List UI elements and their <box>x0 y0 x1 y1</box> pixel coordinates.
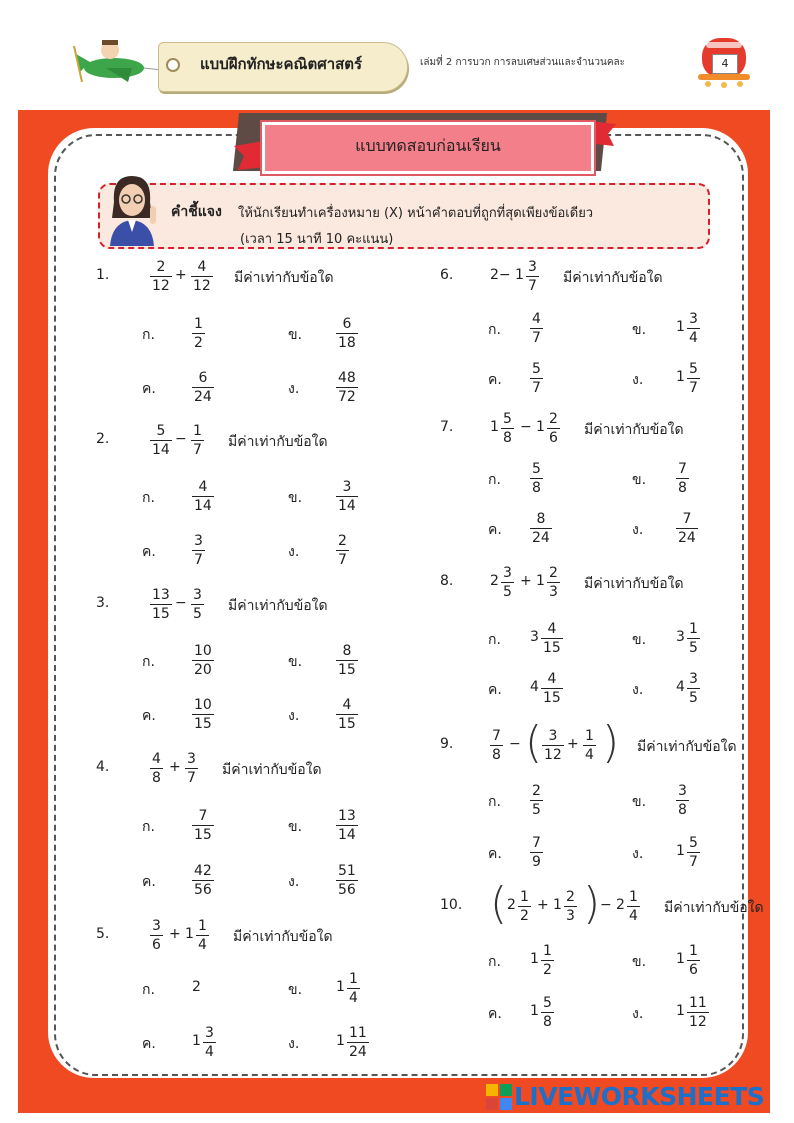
numerator: 10 <box>194 643 212 659</box>
choice-label: ค. <box>488 372 502 388</box>
fraction <box>347 1024 369 1061</box>
close-paren: ) <box>583 878 601 929</box>
fraction <box>627 888 640 925</box>
denominator: 8 <box>532 480 541 496</box>
numerator: 48 <box>338 370 356 386</box>
denominator: 24 <box>678 530 696 546</box>
instruction-text: ให้นักเรียนทำเครื่องหมาย (X) หน้าคำตอบที่ถูกที่สุดเพียงข้อเดียว <box>238 206 594 221</box>
numerator: 2 <box>549 411 558 427</box>
denominator: 24 <box>349 1044 367 1060</box>
fraction <box>490 727 503 764</box>
denominator: 7 <box>532 380 541 396</box>
fraction <box>192 642 214 679</box>
denominator: 14 <box>338 827 356 843</box>
fraction <box>336 369 358 406</box>
numerator: 4 <box>342 697 352 713</box>
numerator: 1 <box>198 918 207 934</box>
fraction <box>687 834 700 871</box>
operator: − <box>600 897 612 913</box>
numerator: 2 <box>566 889 575 905</box>
denominator: 2 <box>520 908 529 924</box>
denominator: 15 <box>543 640 561 656</box>
choice-label: ข. <box>288 654 303 670</box>
denominator: 4 <box>629 908 638 924</box>
numerator: 2 <box>532 783 541 799</box>
numerator: 42 <box>194 863 212 879</box>
choice-label: ค. <box>488 522 502 538</box>
numerator: 5 <box>543 995 552 1011</box>
whole-number: 1 <box>676 1003 685 1019</box>
denominator: 7 <box>187 770 196 786</box>
choice-label: ค. <box>142 708 156 724</box>
numerator: 1 <box>520 889 529 905</box>
choice-label: ง. <box>288 874 300 890</box>
instruction-label: คำชี้แจง <box>171 204 222 220</box>
denominator: 14 <box>152 442 170 458</box>
choice-label: ค. <box>142 874 156 890</box>
whole-number: 1 <box>530 1003 539 1019</box>
numerator: 3 <box>528 259 537 275</box>
whole-number: 3 <box>676 629 685 645</box>
choice-label: ง. <box>632 846 644 862</box>
numerator: 1 <box>194 316 203 332</box>
fraction <box>203 1024 216 1061</box>
question-text: มีค่าเท่ากับข้อใด <box>234 270 334 286</box>
operator: + <box>175 267 187 283</box>
denominator: 5 <box>532 802 541 818</box>
fraction <box>191 586 204 623</box>
fraction <box>336 478 358 515</box>
open-paren: ( <box>490 878 508 929</box>
denominator: 15 <box>543 690 561 706</box>
choice-label: ก. <box>142 327 155 343</box>
fraction <box>541 994 554 1031</box>
numerator: 3 <box>548 728 558 744</box>
close-paren: ) <box>602 717 620 768</box>
whole-number: 3 <box>530 629 539 645</box>
fraction <box>192 696 214 733</box>
whole-number: 1 <box>676 843 685 859</box>
numerator: 3 <box>205 1025 214 1041</box>
choice-label: ข. <box>288 819 303 835</box>
watermark-text: LIVEWORKSHEETS <box>514 1082 765 1111</box>
whole-number: 1 <box>192 1033 201 1049</box>
denominator: 8 <box>503 430 512 446</box>
fraction <box>530 310 543 347</box>
numerator: 13 <box>152 587 170 603</box>
numerator: 8 <box>342 643 352 659</box>
numerator: 3 <box>689 671 698 687</box>
choice-label: ก. <box>488 322 501 338</box>
whole-number: 1 <box>536 573 545 589</box>
numerator: 1 <box>629 889 638 905</box>
operator: + <box>169 926 181 942</box>
denominator: 7 <box>194 552 203 568</box>
fraction <box>687 942 700 979</box>
question-text: มีค่าเท่ากับข้อใด <box>637 739 737 755</box>
numerator: 1 <box>689 943 698 959</box>
choice-label: ข. <box>288 982 303 998</box>
whole-number: 1 <box>530 951 539 967</box>
denominator: 8 <box>543 1014 552 1030</box>
whole-number: 1 <box>336 1033 345 1049</box>
question-number: 1. <box>96 267 110 283</box>
denominator: 12 <box>152 278 170 294</box>
whole-number: 1 <box>490 419 499 435</box>
denominator: 4 <box>205 1044 214 1060</box>
numerator: 3 <box>342 479 352 495</box>
whole-number: 4 <box>530 679 539 695</box>
question-text: มีค่าเท่ากับข้อใด <box>664 900 764 916</box>
fraction <box>192 807 214 844</box>
fraction <box>501 410 514 447</box>
numerator: 4 <box>197 259 207 275</box>
operator: − <box>520 419 532 435</box>
operator: + <box>520 573 532 589</box>
numerator: 2 <box>156 259 166 275</box>
numerator: 6 <box>198 370 208 386</box>
denominator: 24 <box>194 389 212 405</box>
page-number: 4 <box>712 54 738 74</box>
numerator: 3 <box>678 783 687 799</box>
whole-number: 1 <box>536 419 545 435</box>
numerator: 3 <box>187 751 196 767</box>
fraction <box>192 369 214 406</box>
choice-label: ค. <box>142 1036 156 1052</box>
fraction <box>336 315 358 352</box>
denominator: 8 <box>152 770 161 786</box>
question-text: มีค่าเท่ากับข้อใด <box>584 422 684 438</box>
question-text: มีค่าเท่ากับข้อใด <box>228 598 328 614</box>
open-paren: ( <box>525 717 543 768</box>
numerator: 11 <box>349 1025 367 1041</box>
operator: − <box>509 736 521 752</box>
fraction <box>336 696 358 733</box>
fraction <box>150 422 172 459</box>
denominator: 3 <box>549 584 558 600</box>
numerator: 3 <box>193 587 202 603</box>
numerator: 3 <box>152 918 161 934</box>
fraction <box>336 807 358 844</box>
fraction <box>542 727 564 764</box>
choice-label: ง. <box>288 708 300 724</box>
denominator: 7 <box>528 278 537 294</box>
denominator: 72 <box>338 389 356 405</box>
airplane-illustration <box>70 38 162 84</box>
denominator: 2 <box>543 962 552 978</box>
choice-label: ข. <box>632 472 647 488</box>
question-number: 9. <box>440 736 454 752</box>
denominator: 8 <box>678 802 687 818</box>
fraction <box>191 258 213 295</box>
fraction <box>150 750 163 787</box>
question-text: มีค่าเท่ากับข้อใด <box>222 762 322 778</box>
numerator: 7 <box>678 461 687 477</box>
denominator: 24 <box>532 530 550 546</box>
denominator: 5 <box>503 584 512 600</box>
fraction <box>676 510 698 547</box>
numerator: 1 <box>585 728 594 744</box>
numerator: 3 <box>689 311 698 327</box>
workbook-title: แบบฝึกทักษะคณิตศาสตร์ <box>200 55 363 73</box>
numerator: 5 <box>532 361 541 377</box>
numerator: 5 <box>532 461 541 477</box>
numerator: 4 <box>547 671 557 687</box>
denominator: 7 <box>532 330 541 346</box>
operator: + <box>567 736 579 752</box>
denominator: 15 <box>152 606 170 622</box>
numerator: 7 <box>492 728 501 744</box>
choice-label: ก. <box>142 490 155 506</box>
denominator: 5 <box>193 606 202 622</box>
fraction <box>150 586 172 623</box>
denominator: 4 <box>349 990 358 1006</box>
whole-number: 1 <box>676 951 685 967</box>
fraction <box>564 888 577 925</box>
denominator: 5 <box>689 640 698 656</box>
choice-label: ง. <box>288 1036 300 1052</box>
numerator: 4 <box>532 311 541 327</box>
question-text: มีค่าเท่ากับข้อใด <box>233 929 333 945</box>
numerator: 5 <box>156 423 166 439</box>
denominator: 12 <box>544 747 562 763</box>
numerator: 10 <box>194 697 212 713</box>
question-text: มีค่าเท่ากับข้อใด <box>584 576 684 592</box>
denominator: 8 <box>678 480 687 496</box>
denominator: 12 <box>193 278 211 294</box>
numerator: 7 <box>682 511 692 527</box>
numerator: 3 <box>503 565 512 581</box>
operator: − <box>175 595 187 611</box>
instruction-time: (เวลา 15 นาที 10 คะแนน) <box>240 232 394 247</box>
denominator: 12 <box>689 1014 707 1030</box>
denominator: 15 <box>338 662 356 678</box>
denominator: 7 <box>338 552 347 568</box>
fraction <box>530 834 543 871</box>
fraction <box>150 258 172 295</box>
choice-label: ก. <box>488 794 501 810</box>
choice-label: ค. <box>142 381 156 397</box>
fraction <box>347 970 360 1007</box>
numerator: 11 <box>689 995 707 1011</box>
fraction <box>687 670 700 707</box>
fraction <box>336 532 349 569</box>
choice-label: ข. <box>632 794 647 810</box>
choice-label: ง. <box>632 1006 644 1022</box>
choice-label: ง. <box>632 682 644 698</box>
choice-label: ข. <box>288 327 303 343</box>
fraction <box>192 532 205 569</box>
choice-label: ข. <box>632 322 647 338</box>
choice-label: ก. <box>142 654 155 670</box>
denominator: 18 <box>338 335 356 351</box>
question-number: 6. <box>440 267 454 283</box>
denominator: 2 <box>194 335 203 351</box>
choice-label: ข. <box>632 954 647 970</box>
fraction <box>336 642 358 679</box>
denominator: 15 <box>194 716 212 732</box>
whole-number: 2 <box>616 897 625 913</box>
question-number: 5. <box>96 926 110 942</box>
choice-label: ง. <box>632 372 644 388</box>
denominator: 8 <box>492 747 501 763</box>
fraction <box>192 478 214 515</box>
numerator: 3 <box>194 533 203 549</box>
fraction <box>191 422 204 459</box>
fraction <box>192 862 214 899</box>
fraction <box>530 510 552 547</box>
choice-label: ก. <box>488 472 501 488</box>
denominator: 7 <box>193 442 202 458</box>
numerator: 8 <box>536 511 546 527</box>
operator: + <box>537 897 549 913</box>
denominator: 6 <box>689 962 698 978</box>
numerator: 4 <box>152 751 161 767</box>
operator: − <box>175 431 187 447</box>
numerator: 7 <box>532 835 541 851</box>
whole-number: 2 <box>192 979 201 995</box>
numerator: 1 <box>543 943 552 959</box>
book-info: เล่มที่ 2 การบวก การลบเศษส่วนและจำนวนคละ <box>420 57 626 68</box>
fraction <box>547 410 560 447</box>
whole-number: 1 <box>676 369 685 385</box>
denominator: 5 <box>689 690 698 706</box>
fraction <box>196 917 209 954</box>
denominator: 4 <box>585 747 594 763</box>
fraction <box>530 360 543 397</box>
whole-number: 2 <box>507 897 516 913</box>
fraction <box>530 782 543 819</box>
fraction <box>336 862 358 899</box>
whole-number: 2 <box>490 573 499 589</box>
denominator: 15 <box>338 716 356 732</box>
numerator: 5 <box>689 361 698 377</box>
question-number: 7. <box>440 419 454 435</box>
choice-label: ค. <box>488 1006 502 1022</box>
teacher-icon <box>102 172 162 246</box>
choice-label: ค. <box>488 682 502 698</box>
choice-label: ก. <box>142 982 155 998</box>
choice-label: ง. <box>288 381 300 397</box>
operator: 2− <box>490 267 511 283</box>
question-text: มีค่าเท่ากับข้อใด <box>563 270 663 286</box>
test-title: แบบทดสอบก่อนเรียน <box>355 136 501 155</box>
question-number: 4. <box>96 759 110 775</box>
fraction <box>526 258 539 295</box>
fraction <box>676 460 689 497</box>
fraction <box>192 315 205 352</box>
denominator: 6 <box>152 937 161 953</box>
whole-number: 1 <box>185 926 194 942</box>
tag-hole <box>166 58 180 72</box>
numerator: 13 <box>338 808 356 824</box>
operator: + <box>169 759 181 775</box>
fraction <box>687 620 700 657</box>
fraction <box>541 620 563 657</box>
denominator: 4 <box>689 330 698 346</box>
numerator: 2 <box>338 533 347 549</box>
whole-number: 1 <box>515 267 524 283</box>
choice-label: ค. <box>488 846 502 862</box>
numerator: 7 <box>198 808 208 824</box>
fraction <box>150 917 163 954</box>
numerator: 5 <box>503 411 512 427</box>
fraction <box>541 942 554 979</box>
question-text: มีค่าเท่ากับข้อใด <box>228 434 328 450</box>
numerator: 2 <box>549 565 558 581</box>
fraction <box>583 727 596 764</box>
numerator: 6 <box>342 316 352 332</box>
choice-label: ก. <box>488 632 501 648</box>
numerator: 4 <box>547 621 557 637</box>
denominator: 14 <box>194 498 212 514</box>
fraction <box>541 670 563 707</box>
fraction <box>687 360 700 397</box>
question-number: 8. <box>440 573 454 589</box>
question-number: 3. <box>96 595 110 611</box>
denominator: 15 <box>194 827 212 843</box>
choice-label: ก. <box>142 819 155 835</box>
denominator: 6 <box>549 430 558 446</box>
choice-label: ง. <box>632 522 644 538</box>
denominator: 14 <box>338 498 356 514</box>
denominator: 56 <box>194 882 212 898</box>
numerator: 51 <box>338 863 356 879</box>
denominator: 4 <box>198 937 207 953</box>
whole-number: 1 <box>676 319 685 335</box>
fraction <box>518 888 531 925</box>
denominator: 9 <box>532 854 541 870</box>
denominator: 20 <box>194 662 212 678</box>
fraction <box>501 564 514 601</box>
numerator: 4 <box>198 479 208 495</box>
denominator: 56 <box>338 882 356 898</box>
question-number: 10. <box>440 897 463 913</box>
liveworksheets-logo-icon <box>486 1084 512 1110</box>
whole-number: 1 <box>553 897 562 913</box>
numerator: 1 <box>193 423 202 439</box>
choice-label: ข. <box>288 490 303 506</box>
fraction <box>185 750 198 787</box>
fraction <box>676 782 689 819</box>
denominator: 7 <box>689 380 698 396</box>
choice-label: ก. <box>488 954 501 970</box>
fraction <box>530 460 543 497</box>
choice-label: ง. <box>288 544 300 560</box>
denominator: 7 <box>689 854 698 870</box>
choice-label: ข. <box>632 632 647 648</box>
numerator: 1 <box>689 621 698 637</box>
whole-number: 4 <box>676 679 685 695</box>
numerator: 1 <box>349 971 358 987</box>
denominator: 3 <box>566 908 575 924</box>
numerator: 5 <box>689 835 698 851</box>
fraction <box>687 310 700 347</box>
fraction <box>547 564 560 601</box>
choice-label: ค. <box>142 544 156 560</box>
fraction <box>687 994 709 1031</box>
question-number: 2. <box>96 431 110 447</box>
whole-number: 1 <box>336 979 345 995</box>
